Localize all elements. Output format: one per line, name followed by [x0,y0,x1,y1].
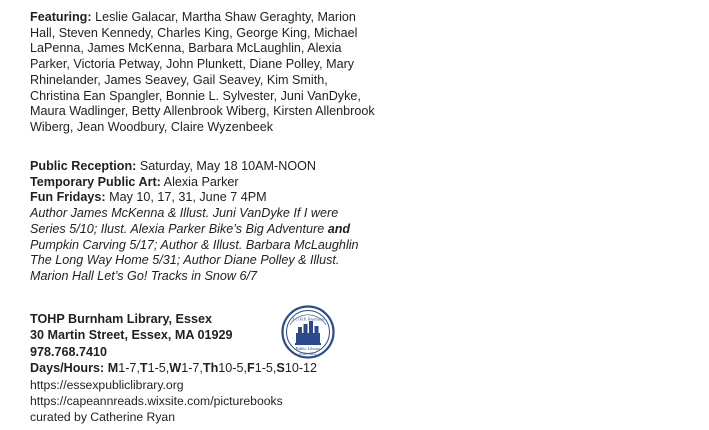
hours-range: 10-5, [218,361,247,376]
hours-range: 1-7, [118,361,140,376]
featuring-names: Leslie Galacar, Martha Shaw Geraghty, Marion Hall, Steven Kennedy, Charles King, George King, Michael LaPenna, James McKenna, Barbara McLaughlin, Alexia Parker, Victoria Petway, John Plunkett, Diane Polley, Mary Rhinelander, James Seavey, Gail Seavey, Kim Smith, Christina Ean Spangler, Bonnie L. Sylvester, Juni VanDyke, Maura Wadlinger, Betty Allenbrook Wiberg, Kirsten Allenbrook Wiberg, Jean Woodbury, Claire Wyzenbeek [30,10,375,134]
schedule-and: and [327,221,351,236]
curator-credit: curated by Catherine Ryan [30,410,175,425]
temporary-public-art-label: Temporary Public Art: [30,174,161,189]
library-website-link[interactable]: https://essexpubliclibrary.org [30,377,184,392]
hours-values [104,361,317,375]
public-reception-value: Saturday, May 18 10AM-NOON [139,159,316,173]
featuring-section [30,10,378,136]
library-address: 30 Martin Street, Essex, MA 01929 [30,328,233,343]
schedule-part-1: Author James McKenna & Illust. Juni VanDyke If I were Series 5/10; Ilust. Alexia Parker Bike’s Big Adventure [30,206,339,236]
picturebooks-site-link[interactable]: https://capeannreads.wixsite.com/picturebooks [30,393,283,408]
public-reception-label: Public Reception: [30,159,137,173]
public-reception-line [30,159,375,175]
hours-day-abbrev: T [139,361,148,376]
hours-range: 1-7, [181,361,203,376]
featuring-label: Featuring: [30,10,92,24]
seal-top-text: T.O.H.P. Burnham [292,316,324,322]
hours-range: 1-5, [254,361,277,376]
schedule-part-2: Pumpkin Carving 5/17; Author & Illust. Barbara McLaughlin The Long Way Home 5/31; Author Diane Polley & Illust. Marion Hall Let’s Go! Tracks in Snow 6/7 [30,237,359,283]
fun-fridays-value: May 10, 17, 31, June 7 4PM [109,190,267,205]
temporary-public-art-line [30,175,375,191]
events-section [30,159,375,285]
library-hours [30,360,370,376]
hours-range: 10-12 [284,361,318,376]
library-name: TOHP Burnham Library, Essex [30,312,212,326]
hours-day-abbrev: S [276,361,285,376]
library-phone: 978.768.7410 [30,344,108,359]
hours-range: 1-5, [147,361,170,376]
hours-day-abbrev: F [247,361,255,376]
seal-footer-text: Essex, Mass. [299,352,317,356]
seal-bottom-text: Public Library [295,346,321,351]
hours-label: Days/Hours: [30,361,105,376]
featuring-paragraph [30,10,378,136]
fun-fridays-line [30,190,375,206]
fun-fridays-schedule [30,206,375,285]
hours-day-abbrev: W [169,361,182,376]
library-info-section [30,311,370,425]
fun-fridays-label: Fun Fridays: [30,190,106,205]
hours-day-abbrev: Th [202,361,219,376]
hours-day-abbrev: M [107,361,119,376]
temporary-public-art-value: Alexia Parker [163,174,239,189]
